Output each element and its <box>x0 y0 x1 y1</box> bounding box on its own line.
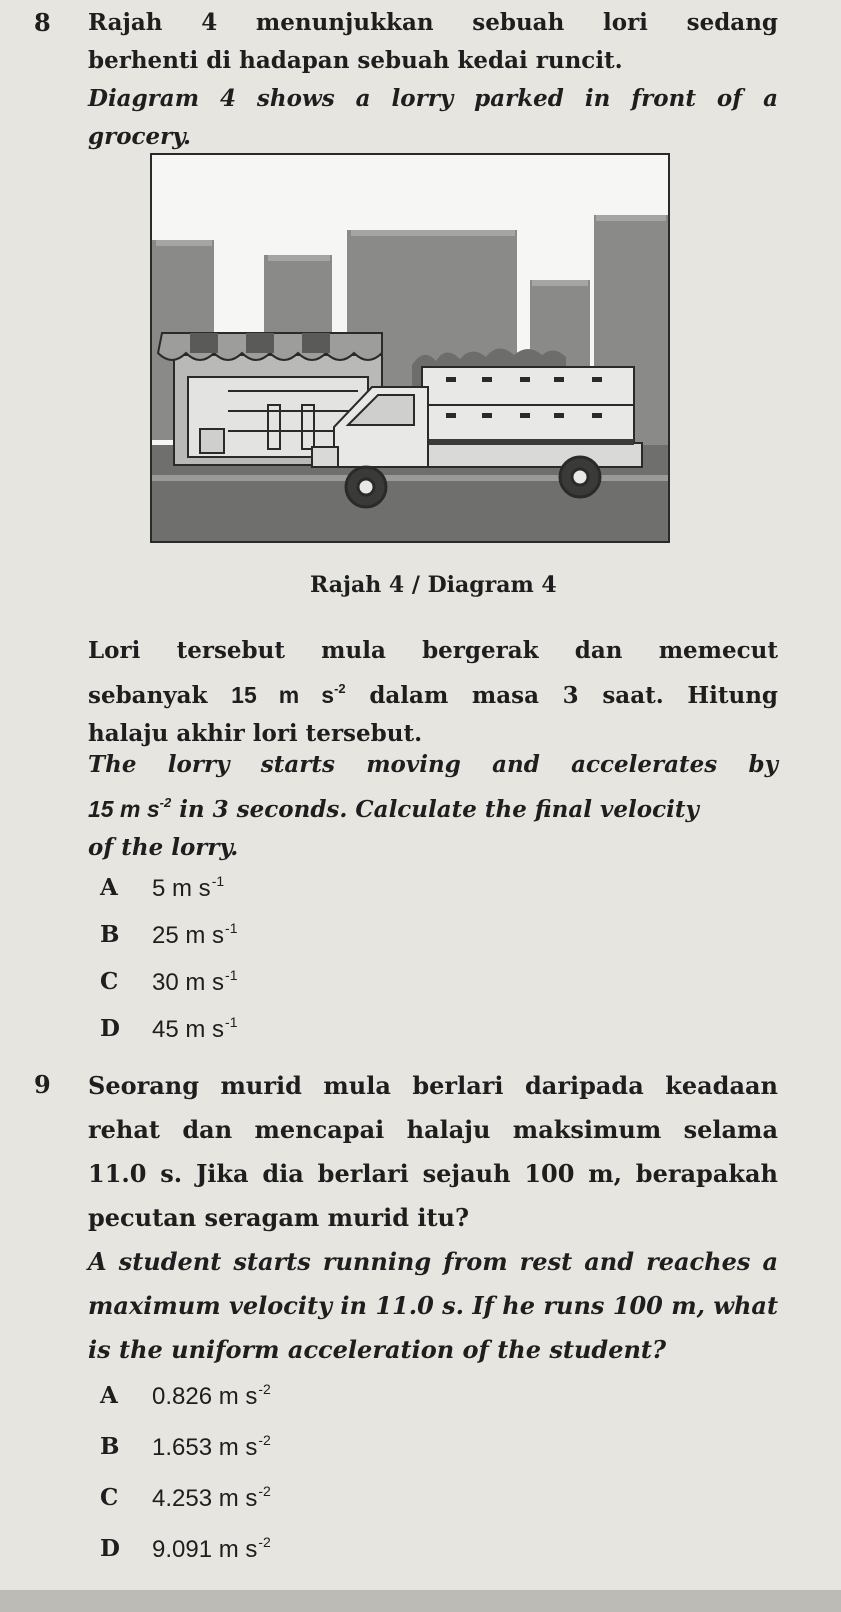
q8-option-a[interactable]: A 5 m $s^{-1}$ <box>100 872 225 902</box>
question-8-english-stem <box>88 80 778 156</box>
q9-malay-line-2: rehat dan mencapai halaju maksimum selama <box>88 1115 778 1144</box>
acceleration-value: 15 m $s^{-2}$ <box>231 681 346 708</box>
question-9-options <box>100 1370 271 1574</box>
q9-malay-line-1: Seorang murid mula berlari daripada keadaan <box>88 1071 778 1100</box>
q8-english-line-2: grocery. <box>88 123 192 150</box>
question-9-english-stem <box>88 1240 778 1372</box>
diagram-4-caption: Rajah 4 / Diagram 4 <box>310 572 557 598</box>
q8-body-malay-line-1: Lori tersebut mula bergerak dan memecut <box>88 637 778 664</box>
diagram-4-figure <box>150 153 670 543</box>
q8-malay-line-2: berhenti di hadapan sebuah kedai runcit. <box>88 47 623 74</box>
q9-english-line-3: is the uniform acceleration of the student? <box>88 1335 667 1364</box>
question-8-options <box>100 864 237 1052</box>
question-8-malay-stem <box>88 4 778 80</box>
q9-english-line-2: maximum velocity in 11.0 s. If he runs 100 m, what <box>88 1291 779 1320</box>
q8-body-english-line-2: 15 m $s^{-2}$ in 3 seconds. Calculate the final velocity <box>88 795 699 823</box>
question-8-english-body <box>88 746 778 867</box>
q8-option-d[interactable]: D 45 m $s^{-1}$ <box>100 1013 238 1043</box>
q9-option-d[interactable]: D 9.091 m $s^{-2}$ <box>100 1533 271 1563</box>
q8-malay-line-1: Rajah 4 menunjukkan sebuah lori sedang <box>88 9 778 36</box>
question-8-malay-body <box>88 632 778 753</box>
q8-english-line-1: Diagram 4 shows a lorry parked in front of a <box>88 85 778 112</box>
q9-english-line-1: A student starts running from rest and reaches a <box>88 1247 778 1276</box>
q8-option-b[interactable]: B 25 m $s^{-1}$ <box>100 919 238 949</box>
page-bottom-edge <box>0 1590 841 1612</box>
acceleration-value-english: 15 m $s^{-2}$ <box>88 795 172 822</box>
q8-body-malay-line-2: sebanyak 15 m $s^{-2}$ dalam masa 3 saat. Hitung <box>88 681 779 709</box>
q8-body-english-line-3: of the lorry. <box>88 834 239 861</box>
q9-option-c[interactable]: C 4.253 m $s^{-2}$ <box>100 1482 271 1512</box>
lorry-grocery-illustration <box>152 155 668 541</box>
question-9-malay-stem <box>88 1064 778 1240</box>
q8-option-c[interactable]: C 30 m $s^{-1}$ <box>100 966 238 996</box>
q9-malay-line-3: 11.0 s. Jika dia berlari sejauh 100 m, berapakah <box>88 1159 778 1188</box>
q8-body-malay-line-3: halaju akhir lori tersebut. <box>88 720 423 747</box>
question-8-number: 8 <box>34 8 51 37</box>
q8-body-english-line-1: The lorry starts moving and accelerates by <box>88 751 778 778</box>
q9-option-a[interactable]: A 0.826 m $s^{-2}$ <box>100 1380 271 1410</box>
q9-option-b[interactable]: B 1.653 m $s^{-2}$ <box>100 1431 271 1461</box>
question-9-number: 9 <box>34 1070 51 1099</box>
q9-malay-line-4: pecutan seragam murid itu? <box>88 1203 470 1232</box>
